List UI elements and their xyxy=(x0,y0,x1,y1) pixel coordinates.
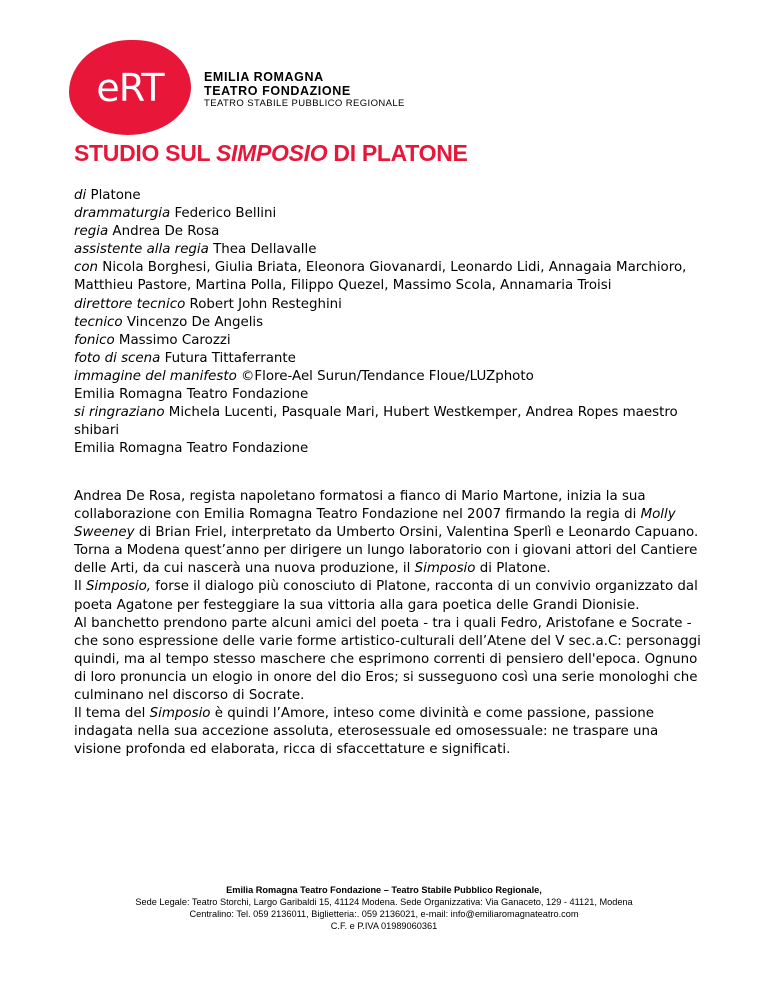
title-suffix: DI PLATONE xyxy=(327,140,468,166)
credit-names: Thea Dellavalle xyxy=(208,242,317,258)
credits-list xyxy=(74,187,714,458)
footer xyxy=(0,884,768,932)
organization-name xyxy=(204,70,405,110)
text-run-italic: Simposio, xyxy=(85,579,152,595)
footer-line-3: Centralino: Tel. 059 2136011, Biglietteria:. 059 2136021, e-mail: info@emiliaromagnateatro.com xyxy=(189,909,579,919)
credit-line xyxy=(74,259,714,295)
text-run: Il xyxy=(74,579,86,595)
credit-line xyxy=(74,332,714,350)
credit-role: si ringraziano xyxy=(74,405,165,421)
credit-line xyxy=(74,241,714,259)
credit-role: fonico xyxy=(74,332,115,348)
credit-names: Michela Lucenti, Pasquale Mari, Hubert Westkemper, Andrea Ropes maestro shibari xyxy=(74,405,678,439)
credit-names: Robert John Resteghini xyxy=(185,296,342,312)
ert-logo xyxy=(69,40,191,135)
org-line-1: EMILIA ROMAGNA xyxy=(204,70,324,84)
credit-line xyxy=(74,223,714,241)
paragraph-1 xyxy=(74,488,702,578)
credit-line xyxy=(74,386,714,404)
logo-text: eRT xyxy=(96,65,164,110)
credit-line xyxy=(74,440,714,458)
text-run: è quindi l’Amore, inteso come divinità e come passione, passione indagata nella sua accezione assoluta, eterosessuale ed omosessuale: ne traspare una visione profonda ed elaborata, ricca di sfaccettature e significati. xyxy=(74,706,659,758)
credit-role: foto di scena xyxy=(74,350,161,366)
org-line-2: TEATRO FONDAZIONE xyxy=(204,84,351,98)
page-title xyxy=(74,140,468,167)
org-line-3: TEATRO STABILE PUBBLICO REGIONALE xyxy=(204,98,405,109)
credit-line xyxy=(74,205,714,223)
paragraph-4 xyxy=(74,705,702,759)
description xyxy=(74,488,702,759)
footer-line-2: Sede Legale: Teatro Storchi, Largo Garibaldi 15, 41124 Modena. Sede Organizzativa: Via Ganaceto, 129 - 41121, Modena xyxy=(135,897,633,907)
credit-role: tecnico xyxy=(74,314,123,330)
credit-role: di xyxy=(74,188,87,203)
title-prefix: STUDIO SUL xyxy=(74,140,216,166)
credit-line xyxy=(74,187,714,205)
paragraph-3: Al banchetto prendono parte alcuni amici del poeta - tra i quali Fedro, Aristofane e Socrate - che sono espressione delle varie forme artistico-culturali dell’Atene del V sec.a.C: personaggi quindi, ma al tempo stesso maschere che esprimono correnti di pensiero dell'epoca. Ognuno di loro pronuncia un elogio in onore del dio Eros; si susseguono così una serie monologhi che culminano nel discorso di Socrate. xyxy=(74,615,701,704)
text-run-italic: Simposio xyxy=(414,561,476,577)
credit-names: Futura Tittaferrante xyxy=(160,350,296,366)
credit-line xyxy=(74,404,714,440)
footer-line-4: C.F. e P.IVA 01989060361 xyxy=(330,921,438,931)
credit-role: immagine del manifesto xyxy=(74,368,237,384)
credit-names: Massimo Carozzi xyxy=(114,332,231,348)
title-italic: SIMPOSIO xyxy=(215,140,328,166)
credit-line xyxy=(74,350,714,368)
text-run-italic: Molly Sweeney xyxy=(74,507,676,541)
credit-role: assistente alla regia xyxy=(74,242,209,258)
credit-line xyxy=(74,314,714,332)
text-run: Andrea De Rosa, regista napoletano formatosi a fianco di Mario Martone, inizia la sua collaborazione con Emilia Romagna Teatro Fondazione nel 2007 firmando la regia di xyxy=(74,489,646,523)
text-run-italic: Simposio xyxy=(149,706,211,722)
credit-names: Platone xyxy=(86,188,141,203)
credit-names: Emilia Romagna Teatro Fondazione xyxy=(74,441,309,457)
credit-names: Federico Bellini xyxy=(170,206,277,222)
credit-names: Emilia Romagna Teatro Fondazione xyxy=(74,387,309,403)
credit-role: con xyxy=(74,260,99,276)
footer-line-1: Emilia Romagna Teatro Fondazione – Teatro Stabile Pubblico Regionale, xyxy=(226,885,542,895)
credit-role: regia xyxy=(74,224,109,240)
credit-line xyxy=(74,368,714,386)
credit-names: Andrea De Rosa xyxy=(108,224,220,240)
text-run: Il tema del xyxy=(74,706,150,722)
credit-line xyxy=(74,296,714,314)
text-run: di Platone. xyxy=(475,561,551,577)
text-run: di Brian Friel, interpretato da Umberto Orsini, Valentina Sperlì e Leonardo Capuano. Torna a Modena quest’anno per dirigere un lungo laboratorio con i giovani attori del Cantiere delle Arti, da cui nascerà una nuova produzione, il xyxy=(74,525,699,577)
credit-names: Vincenzo De Angelis xyxy=(122,314,264,330)
paragraph-2 xyxy=(74,578,702,614)
credit-role: direttore tecnico xyxy=(74,296,186,312)
credit-names: Nicola Borghesi, Giulia Briata, Eleonora Giovanardi, Leonardo Lidi, Annagaia Marchioro, Matthieu Pastore, Martina Polla, Filippo Quezel, Massimo Scola, Annamaria Troisi xyxy=(74,260,687,294)
credit-role: drammaturgia xyxy=(74,206,171,222)
text-run: forse il dialogo più conosciuto di Platone, racconta di un convivio organizzato dal poeta Agatone per festeggiare la sua vittoria alla gara poetica delle Grandi Dionisie. xyxy=(74,579,698,613)
credit-names: ©Flore-Ael Surun/Tendance Floue/LUZphoto xyxy=(236,368,534,384)
